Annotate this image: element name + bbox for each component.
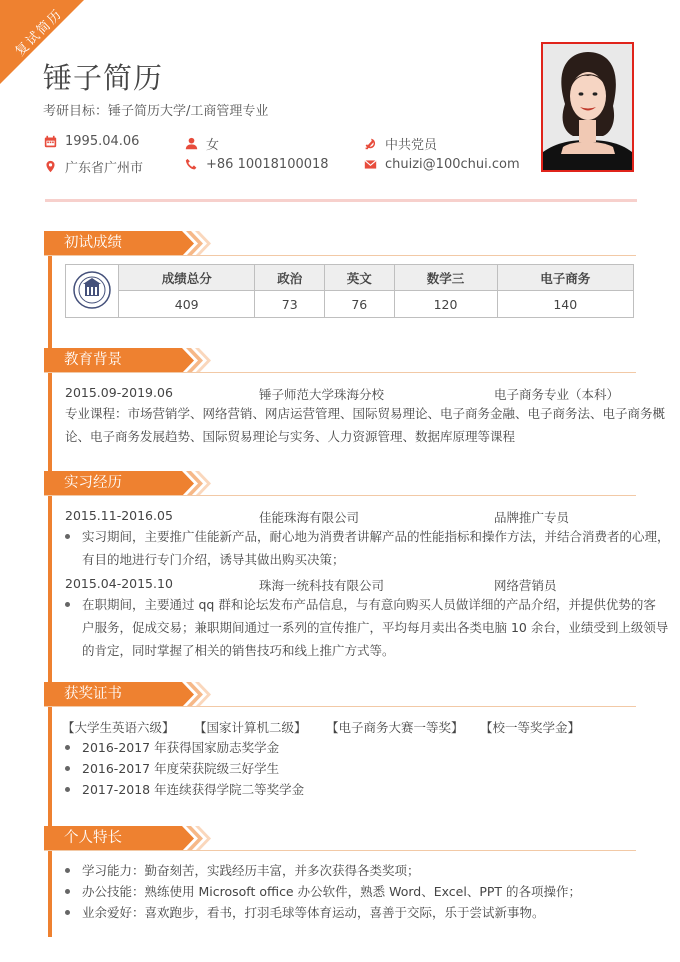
award-text: 2016-2017 年度荣获院级三好学生 xyxy=(82,761,280,776)
section-rule xyxy=(44,495,636,496)
politics-value: 中共党员 xyxy=(385,138,438,153)
section-rule xyxy=(44,255,636,256)
grade-value: 409 xyxy=(119,291,255,318)
desc-line: 的肯定，同时掌握了相关的销售技巧和线上推广方式等。 xyxy=(82,643,395,658)
calendar-icon xyxy=(44,135,57,148)
phone-value[interactable]: +86 10018100018 xyxy=(206,157,329,172)
trait-item xyxy=(65,880,581,903)
cert-item: 【大学生英语六级】 xyxy=(62,720,175,735)
job-company: 佳能珠海有限公司 xyxy=(259,510,360,525)
bullet-dot xyxy=(65,787,70,792)
award-item xyxy=(65,736,279,759)
bullet-dot xyxy=(65,745,70,750)
header-divider xyxy=(45,199,637,202)
section-header-grades xyxy=(44,231,213,256)
grade-header: 数学三 xyxy=(394,265,497,291)
university-seal-icon xyxy=(72,270,112,310)
courses-line: 论、电子商务发展趋势、国际贸易理论与实务、人力资源管理、数据库原理等课程 xyxy=(65,429,516,444)
bullet-dot xyxy=(65,602,70,607)
job-role: 品牌推广专员 xyxy=(494,510,570,525)
trait-text: 学习能力：勤奋刻苦，实践经历丰富，并多次获得各类奖项； xyxy=(82,863,420,878)
trait-item xyxy=(65,859,420,882)
grades-table xyxy=(65,264,634,318)
cert-item: 【校一等奖学金】 xyxy=(479,720,580,735)
university-seal xyxy=(66,265,119,318)
job-company: 珠海一统科技有限公司 xyxy=(259,578,385,593)
bullet-dot xyxy=(65,868,70,873)
award-item xyxy=(65,757,279,780)
desc-line: 实习期间，主要推广佳能新产品，耐心地为消费者讲解产品的性能指标和操作方法，并结合消费者的心理， xyxy=(82,529,670,544)
job-period: 2015.04-2015.10 xyxy=(65,576,173,591)
desc-line: 户服务，促成交易；兼职期间通过一系列的宣传推广，平均每月卖出各类电脑 10 余台，业绩受到上级领导 xyxy=(82,620,669,635)
grade-value: 120 xyxy=(394,291,497,318)
trait-text: 业余爱好：喜欢跑步，看书，打羽毛球等体育运动，喜善于交际，乐于尝试新事物。 xyxy=(82,905,545,920)
location-value: 广东省广州市 xyxy=(65,161,144,176)
phone-icon xyxy=(185,158,198,171)
edu-major: 电子商务专业（本科） xyxy=(494,387,620,402)
chevron-decoration-icon xyxy=(173,471,213,496)
user-icon xyxy=(185,137,198,150)
exam-target: 考研目标：锤子简历大学/工商管理专业 xyxy=(43,104,269,119)
grade-header: 电子商务 xyxy=(497,265,633,291)
email-value[interactable]: chuizi@100chui.com xyxy=(385,157,520,172)
section-title-education: 教育背景 xyxy=(44,348,174,373)
bullet-dot xyxy=(65,889,70,894)
party-emblem-icon xyxy=(364,137,377,150)
section-title-grades: 初试成绩 xyxy=(44,231,174,256)
info-email xyxy=(364,157,520,172)
grade-header: 成绩总分 xyxy=(119,265,255,291)
chevron-decoration-icon xyxy=(173,682,213,707)
grade-header: 英文 xyxy=(324,265,394,291)
edu-period: 2015.09-2019.06 xyxy=(65,385,173,400)
section-rule xyxy=(44,706,636,707)
section-rule xyxy=(44,372,636,373)
grade-value: 76 xyxy=(324,291,394,318)
award-item xyxy=(65,778,304,801)
courses-line: 专业课程：市场营销学、网络营销、网店运营管理、国际贸易理论、电子商务金融、电子商务法、电子商务概 xyxy=(65,406,666,421)
section-rule xyxy=(44,850,636,851)
gender-value: 女 xyxy=(206,138,220,153)
desc-line: 有目的地进行专门介绍，诱导其做出购买决策； xyxy=(82,552,345,567)
job-desc xyxy=(65,593,669,662)
section-title-awards: 获奖证书 xyxy=(44,682,174,707)
section-title-internship: 实习经历 xyxy=(44,471,174,496)
edu-courses xyxy=(65,402,666,448)
cert-list xyxy=(62,718,580,736)
bullet-dot xyxy=(65,534,70,539)
cert-item: 【电子商务大赛一等奖】 xyxy=(325,720,464,735)
section-title-traits: 个人特长 xyxy=(44,826,174,851)
resume-name: 锤子简历 xyxy=(43,61,164,95)
award-text: 2016-2017 年获得国家励志奖学金 xyxy=(82,740,280,755)
birth-value: 1995.04.06 xyxy=(65,134,140,149)
info-location xyxy=(44,157,143,176)
grade-value: 73 xyxy=(255,291,325,318)
bullet-dot xyxy=(65,766,70,771)
bullet-dot xyxy=(65,910,70,915)
location-pin-icon xyxy=(44,160,57,173)
edu-school: 锤子师范大学珠海分校 xyxy=(259,387,385,402)
trait-text: 办公技能：熟练使用 Microsoft office 办公软件，熟悉 Word、Excel、PPT 的各项操作； xyxy=(82,884,582,899)
section-header-awards xyxy=(44,682,213,707)
grade-header: 政治 xyxy=(255,265,325,291)
corner-label: 复试简历 xyxy=(12,6,66,60)
trait-item xyxy=(65,901,545,924)
job-role: 网络营销员 xyxy=(494,578,557,593)
profile-photo xyxy=(541,42,634,172)
job-period: 2015.11-2016.05 xyxy=(65,508,173,523)
mail-icon xyxy=(364,158,377,171)
chevron-decoration-icon xyxy=(173,826,213,851)
section-header-internship xyxy=(44,471,213,496)
section-header-traits xyxy=(44,826,213,851)
info-gender xyxy=(185,134,219,153)
section-header-education xyxy=(44,348,213,373)
desc-line: 在职期间，主要通过 qq 群和论坛发布产品信息，与有意向购买人员做详细的产品介绍，并提供优势的客 xyxy=(82,597,656,612)
info-politics xyxy=(364,134,437,153)
grade-value: 140 xyxy=(497,291,633,318)
info-phone xyxy=(185,157,329,172)
chevron-decoration-icon xyxy=(173,231,213,256)
cert-item: 【国家计算机二级】 xyxy=(193,720,307,735)
chevron-decoration-icon xyxy=(173,348,213,373)
job-desc xyxy=(65,525,670,571)
info-birth xyxy=(44,134,139,149)
award-text: 2017-2018 年连续获得学院二等奖学金 xyxy=(82,782,305,797)
